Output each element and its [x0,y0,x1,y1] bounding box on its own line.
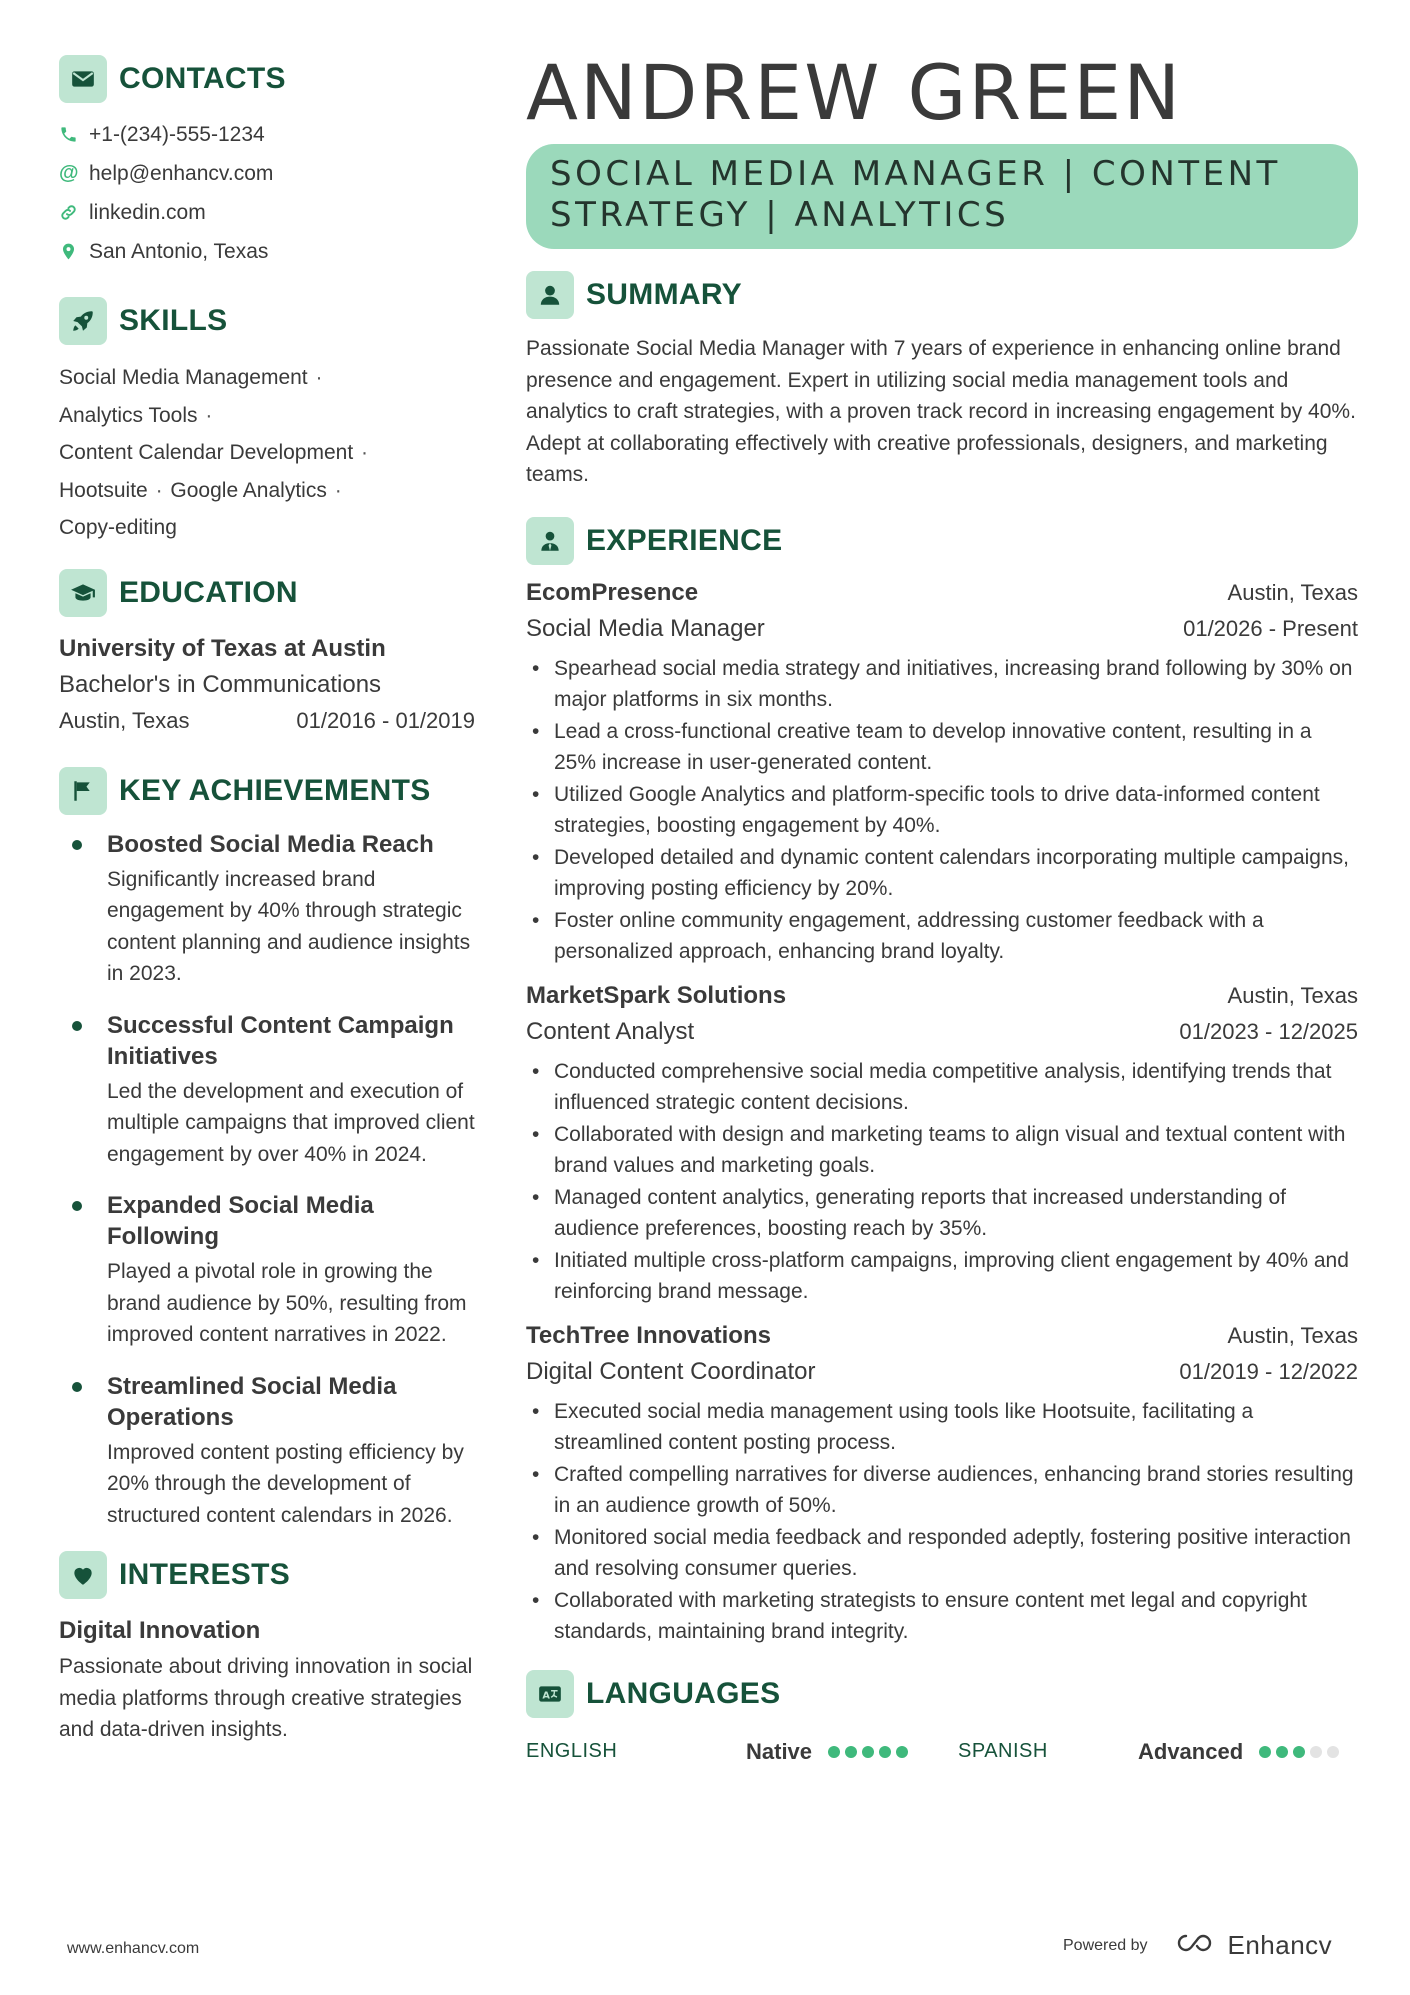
rating-dot-empty [1310,1746,1322,1758]
education-dates: 01/2016 - 01/2019 [296,707,475,733]
achievements-list [59,829,479,1532]
skills-heading: SKILLS [119,304,228,337]
headline-line: STRATEGY | ANALYTICS [550,195,1010,235]
rating-dot-filled [862,1746,874,1758]
job-bullet: • Lead a cross-functional creative team to develop innovative content, resulting in a 25% increase in user-generated content. [526,716,1358,779]
achievements-heading-row [59,767,479,815]
rating-dot-filled [845,1746,857,1758]
language-translate-icon [526,1670,574,1718]
right-column [526,48,1358,1772]
skill-item: Hootsuite [59,478,148,502]
contact-phone-text: +1-(234)-555-1234 [89,122,265,146]
job-bullet: • Utilized Google Analytics and platform-specific tools to drive data-informed content strategies, boosting engagement by 40%. [526,779,1358,842]
graduation-cap-icon [59,569,107,617]
contact-website-text: linkedin.com [89,200,206,224]
job-company: TechTree Innovations [526,1321,771,1349]
powered-by-label: Powered by [1063,1936,1148,1954]
candidate-name: ANDREW GREEN [526,48,1183,137]
at-sign-icon: @ [59,162,79,184]
contact-website[interactable] [59,193,479,232]
interests-heading-row [59,1551,479,1599]
job-bullet: • Developed detailed and dynamic content calendars incorporating multiple campaigns, improving posting efficiency by 20%. [526,842,1358,905]
education-school: University of Texas at Austin [59,634,386,662]
job-company: EcomPresence [526,578,699,606]
achievement-title: Expanded Social Media Following [107,1192,374,1250]
achievement-title: Streamlined Social Media Operations [107,1372,397,1431]
link-icon [59,203,89,222]
achievement-item [59,829,479,990]
bullet-dot [72,1021,82,1031]
footer-branding [1063,1930,1332,1961]
contact-location [59,232,479,271]
job-bullets [526,1056,1358,1308]
skill-item: Google Analytics [170,478,327,502]
summary-heading: SUMMARY [586,278,742,311]
headline-line: SOCIAL MEDIA MANAGER | CONTENT [550,154,1281,194]
rating-dot-filled [896,1746,908,1758]
contact-location-text: San Antonio, Texas [89,239,269,263]
rating-dot-empty [1327,1746,1339,1758]
contacts-heading-row [59,55,479,103]
job-role: Digital Content Coordinator [526,1357,816,1385]
contact-email[interactable] [59,154,479,193]
left-column [59,55,479,1746]
rating-dot-filled [828,1746,840,1758]
job-bullet: • Executed social media management using tools like Hootsuite, facilitating a streamlined content posting process. [526,1396,1358,1459]
skill-separator: · [361,441,369,464]
experience-heading: EXPERIENCE [586,523,783,557]
language-rating [828,1746,908,1758]
achievement-title: Boosted Social Media Reach [107,830,434,858]
contact-email-text: help@enhancv.com [89,161,274,185]
job-company: MarketSpark Solutions [526,981,787,1009]
summary-text: Passionate Social Media Manager with 7 years of experience in enhancing online brand presence and engagement. Expert in utilizing social media management tools and analytics to craft strategies, with a proven track record in increasing engagement by 40%. Adept at collaborating effectively with creative professionals, designers, and marketing teams. [526,337,1356,486]
language-level: Advanced [1138,1738,1244,1764]
achievement-desc: Played a pivotal role in growing the brand audience by 50%, resulting from improved content narratives in 2022. [107,1260,467,1346]
education-heading: EDUCATION [119,575,298,609]
svg-text:A: A [542,1689,550,1701]
language-rating [1259,1746,1339,1758]
job-bullet: • Conducted comprehensive social media competitive analysis, identifying trends that influenced strategic content decisions. [526,1056,1358,1119]
job-bullet: • Initiated multiple cross-platform campaigns, improving client engagement by 40% and reinforcing brand message. [526,1245,1358,1308]
achievements-heading: KEY ACHIEVEMENTS [119,773,431,807]
job-bullet: • Monitored social media feedback and responded adeptly, fostering positive interaction and resolving consumer queries. [526,1522,1358,1585]
interest-entry [59,1613,479,1746]
contacts-heading: CONTACTS [119,62,286,95]
rating-dot-filled [1276,1746,1288,1758]
language-item [526,1739,923,1765]
person-icon [526,271,574,319]
skill-separator: · [205,403,213,427]
job-entry [526,1322,1358,1648]
envelope-icon [59,55,107,103]
achievement-title: Successful Content Campaign Initiatives [107,1011,454,1070]
job-entry [526,982,1358,1308]
languages-list [526,1732,1358,1772]
brand-name: Enhancv [1227,1930,1333,1960]
skills-list [59,359,479,547]
job-dates: 01/2026 - Present [1183,615,1358,641]
rating-dot-filled [1259,1746,1271,1758]
languages-heading-row [526,1670,1358,1718]
headline-box [526,144,1358,249]
skill-item: Analytics Tools [59,403,198,427]
job-role: Content Analyst [526,1017,695,1045]
skill-separator: · [334,478,342,502]
location-pin-icon [59,242,89,261]
footer-website[interactable]: www.enhancv.com [67,1940,200,1957]
job-bullet: • Collaborated with marketing strategists to ensure content met legal and copyright standards, maintaining brand integrity. [526,1585,1358,1648]
job-role: Social Media Manager [526,614,765,642]
rating-dot-filled [1293,1746,1305,1758]
achievement-item [59,1190,479,1351]
phone-icon [59,125,89,144]
enhancv-logo-icon [1174,1931,1220,1960]
experience-heading-row [526,517,1358,565]
job-dates: 01/2023 - 12/2025 [1179,1018,1358,1044]
job-location: Austin, Texas [1227,579,1358,605]
job-bullet: • Collaborated with design and marketing teams to align visual and textual content with brand values and marketing goals. [526,1119,1358,1182]
education-location: Austin, Texas [59,707,190,733]
job-bullet: • Managed content analytics, generating reports that increased understanding of audience preferences, boosting reach by 35%. [526,1182,1358,1245]
skill-item: Content Calendar Development [59,441,354,464]
skills-heading-row [59,297,479,345]
job-location: Austin, Texas [1227,1322,1358,1348]
contact-phone[interactable] [59,115,479,154]
language-item [923,1739,1358,1765]
skill-item: Social Media Management [59,366,308,389]
bullet-dot [72,1201,82,1211]
language-name: ENGLISH [526,1740,618,1762]
bullet-dot [72,840,82,850]
skill-separator: · [315,366,323,389]
language-level: Native [746,1738,813,1764]
job-bullet: • Crafted compelling narratives for diverse audiences, enhancing brand stories resulting in an audience growth of 50%. [526,1459,1358,1522]
interests-heading: INTERESTS [119,1558,291,1591]
job-bullets [526,653,1358,968]
rating-dot-filled [879,1746,891,1758]
education-entry [59,631,479,739]
summary-heading-row [526,271,1358,319]
job-bullet: • Foster online community engagement, addressing customer feedback with a personalized approach, enhancing brand loyalty. [526,905,1358,968]
job-entry [526,579,1358,968]
interest-title: Digital Innovation [59,1617,261,1644]
achievement-desc: Improved content posting efficiency by 20% through the development of structured content calendars in 2026. [107,1440,464,1527]
job-bullet: • Spearhead social media strategy and initiatives, increasing brand following by 30% on major platforms in six months. [526,653,1358,716]
job-dates: 01/2019 - 12/2022 [1179,1358,1358,1384]
business-person-icon [526,517,574,565]
languages-heading: LANGUAGES [586,1676,781,1710]
skill-separator: · [155,478,163,502]
interest-desc: Passionate about driving innovation in social media platforms through creative strategies and data-driven insights. [59,1655,473,1741]
achievement-desc: Led the development and execution of multiple campaigns that improved client engagement by over 40% in 2024. [107,1079,475,1166]
heart-icon [59,1551,107,1599]
skill-item: Copy-editing [59,516,177,539]
job-location: Austin, Texas [1227,982,1358,1008]
rocket-icon [59,297,107,345]
bullet-dot [72,1382,82,1392]
education-heading-row [59,569,479,617]
achievement-item [59,1010,479,1171]
language-name: SPANISH [958,1740,1048,1762]
flag-icon [59,767,107,815]
achievement-item [59,1371,479,1532]
education-degree: Bachelor's in Communications [59,670,382,698]
job-bullets [526,1396,1358,1648]
achievement-desc: Significantly increased brand engagement by 40% through strategic content planning and audience insights in 2023. [107,867,471,985]
